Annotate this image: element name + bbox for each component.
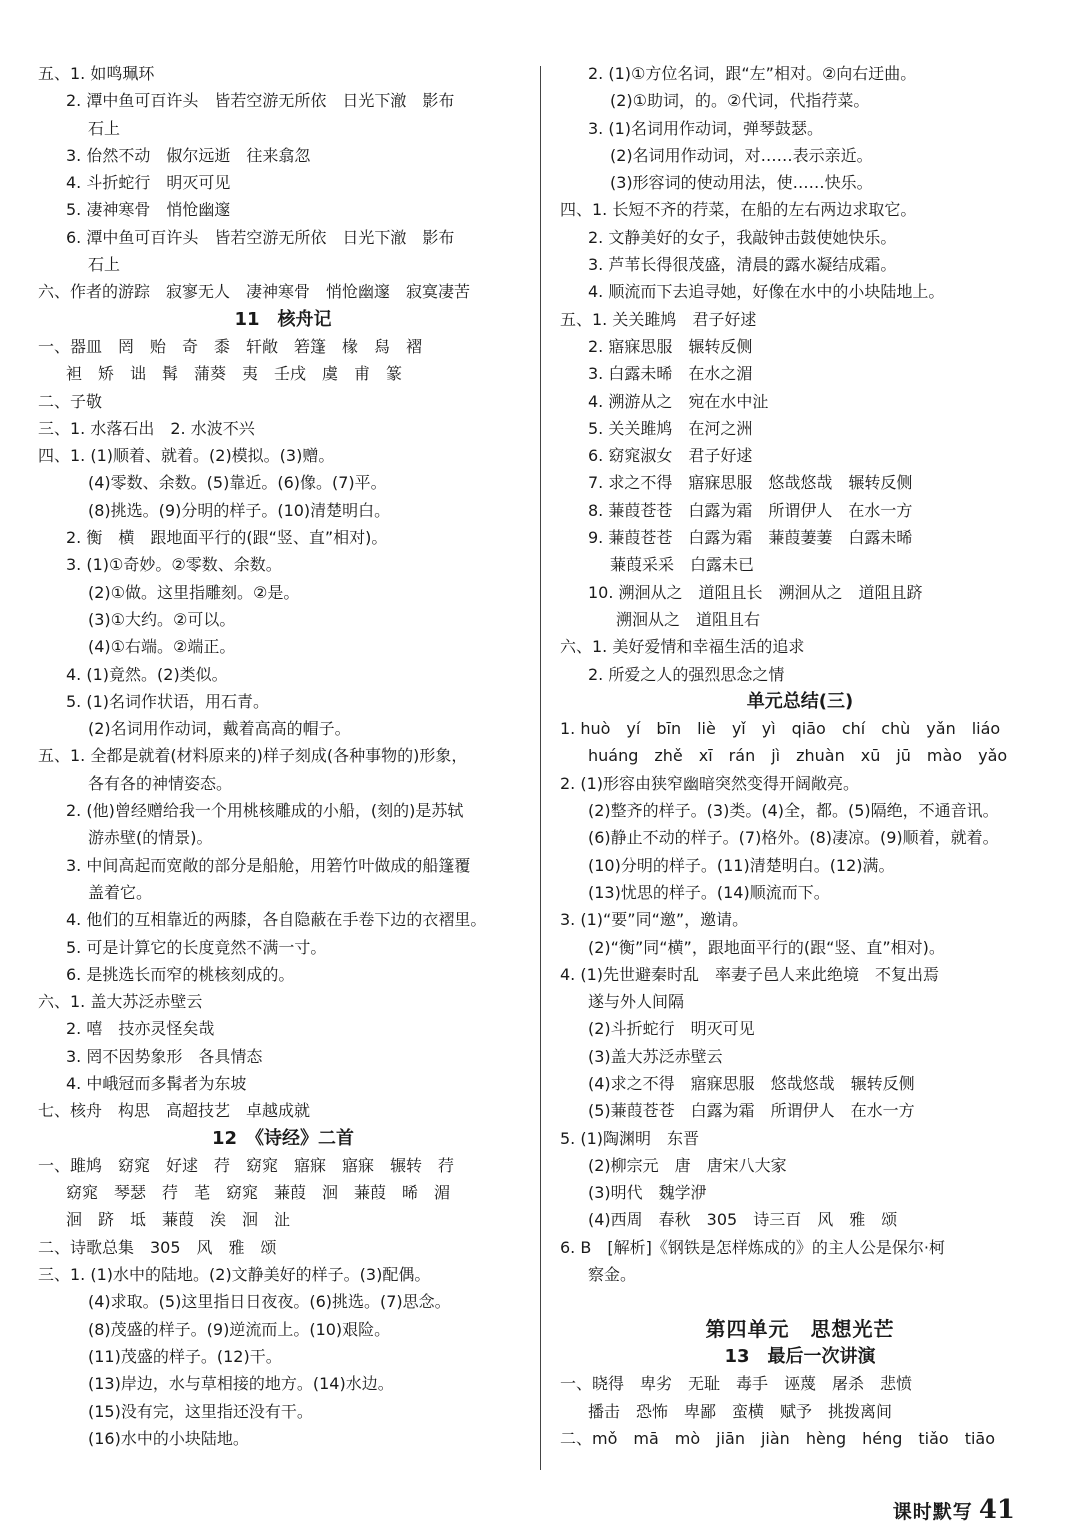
answer-line: (13)岸边，水与草相接的地方。(14)水边。 (88, 1374, 394, 1394)
page-footer (893, 1494, 1015, 1526)
answer-line: 六、1. 美好爱情和幸福生活的追求 (560, 637, 805, 657)
section-title: 11 核舟记 (234, 308, 332, 330)
left-column (38, 60, 528, 1452)
answer-line: (2)名词用作动词，戴着高高的帽子。 (88, 719, 351, 739)
answer-line: (2)斗折蛇行 明灭可见 (588, 1019, 755, 1039)
answer-line: 2. 衡 横 跟地面平行的(跟“竖、直”相对)。 (66, 528, 388, 548)
answer-line: (8)茂盛的样子。(9)逆流而上。(10)艰险。 (88, 1319, 391, 1339)
answer-line: 8. 蒹葭苍苍 白露为霜 所谓伊人 在水一方 (588, 500, 913, 520)
answer-line: 9. 蒹葭苍苍 白露为霜 蒹葭萋萋 白露未晞 (588, 528, 913, 548)
answer-line: (2)柳宗元 唐 唐宋八大家 (588, 1155, 787, 1175)
answer-line: 5. (1)名词作状语，用石青。 (66, 691, 270, 711)
answer-line: 2. 文静美好的女子，我敲钟击鼓使她快乐。 (588, 227, 897, 247)
answer-line: (10)分明的样子。(11)清楚明白。(12)满。 (588, 855, 895, 875)
answer-line: 2. 嘻 技亦灵怪矣哉 (66, 1019, 215, 1039)
answer-line: 石上 (88, 118, 121, 138)
answer-line: 2. 所爱之人的强烈思念之情 (588, 664, 785, 684)
answer-line: 3. (1)“要”同“邀”，邀请。 (560, 910, 749, 930)
answer-line: 3. 佁然不动 俶尔远逝 往来翕忽 (66, 145, 311, 165)
answer-line: (15)没有完，这里指还没有干。 (88, 1401, 313, 1421)
answer-line: 二、诗歌总集 305 风 雅 颂 (38, 1237, 277, 1257)
right-column (560, 60, 1040, 1452)
answer-line: 10. 溯洄从之 道阻且长 溯洄从之 道阻且跻 (588, 582, 923, 602)
answer-line: 五、1. 如鸣珮环 (38, 64, 155, 83)
answer-line: 各有各的神情姿态。 (88, 773, 233, 793)
answer-line: 3. 中间高起而宽敞的部分是船舱，用箬竹叶做成的船篷覆 (66, 855, 471, 875)
unit-title: 第四单元 思想光芒 (705, 1316, 895, 1341)
answer-line: 3. 芦苇长得很茂盛，清晨的露水凝结成霜。 (588, 255, 897, 275)
answer-line: 六、作者的游踪 寂寥无人 凄神寒骨 悄怆幽邃 寂寞凄苦 (38, 282, 471, 302)
answer-line: 6. 窈窕淑女 君子好逑 (588, 446, 753, 466)
answer-line: 3. 罔不因势象形 各具情态 (66, 1046, 263, 1066)
answer-line: 4. 斗折蛇行 明灭可见 (66, 173, 231, 193)
answer-line: 袒 矫 诎 髯 蒲葵 夷 壬戌 虞 甫 篆 (66, 364, 403, 384)
answer-line: (13)忧思的样子。(14)顺流而下。 (588, 882, 830, 902)
answer-line: 5. (1)陶渊明 东晋 (560, 1128, 700, 1148)
answer-line: 一、晓得 卑劣 无耻 毒手 诬蔑 屠杀 悲愤 (560, 1374, 913, 1394)
answer-line: 4. (1)竟然。(2)类似。 (66, 664, 228, 684)
answer-line: (3)①大约。②可以。 (88, 609, 236, 629)
answer-line: 五、1. 关关雎鸠 君子好逑 (560, 309, 757, 329)
section-title: 12 《诗经》二首 (211, 1127, 355, 1149)
answer-line: 四、1. (1)顺着、就着。(2)模拟。(3)赠。 (38, 446, 335, 466)
answer-line: 洄 跻 坻 蒹葭 涘 洄 沚 (66, 1210, 291, 1230)
answer-line: 蒹葭采采 白露未已 (610, 555, 755, 575)
answer-line: 五、1. 全都是就着(材料原来的)样子刻成(各种事物的)形象， (38, 746, 468, 766)
answer-line: 4. 中峨冠而多髯者为东坡 (66, 1073, 247, 1093)
answer-line: 5. 关关雎鸠 在河之洲 (588, 418, 753, 438)
answer-line: 6. 潭中鱼可百许头 皆若空游无所依 日光下澈 影布 (66, 227, 455, 247)
answer-line: (4)①右端。②端正。 (88, 637, 236, 657)
answer-line: 6. 是挑选长而窄的桃核刻成的。 (66, 964, 295, 984)
answer-line: huáng zhě xī rán jì zhuàn xū jū mào yǎo (588, 746, 1008, 766)
answer-line: 六、1. 盖大苏泛赤壁云 (38, 992, 203, 1012)
answer-line (560, 1288, 1040, 1315)
answer-line: 盖着它。 (88, 882, 153, 902)
answer-line: 4. 顺流而下去追寻她，好像在水中的小块陆地上。 (588, 282, 945, 302)
answer-line: 石上 (88, 255, 121, 275)
answer-line: 二、子敬 (38, 391, 103, 411)
answer-line: 1. huò yí bīn liè yǐ yì qiāo chí chù yǎn liáo (560, 719, 1001, 739)
answer-line: 遂与外人间隔 (588, 992, 685, 1012)
answer-line: 2. 潭中鱼可百许头 皆若空游无所依 日光下澈 影布 (66, 91, 455, 111)
answer-line: (4)零数、余数。(5)靠近。(6)像。(7)平。 (88, 473, 387, 493)
section-title: 单元总结(三) (746, 690, 854, 712)
answer-line: (11)茂盛的样子。(12)干。 (88, 1346, 282, 1366)
answer-line: 4. (1)先世避秦时乱 率妻子邑人来此绝境 不复出焉 (560, 964, 940, 984)
answer-line: (16)水中的小块陆地。 (88, 1428, 249, 1448)
answer-line: 察金。 (588, 1265, 637, 1285)
answer-line: 一、雎鸠 窈窕 好逑 荇 窈窕 寤寐 寤寐 辗转 荇 (38, 1155, 455, 1175)
answer-line: 4. 溯游从之 宛在水中沚 (588, 391, 769, 411)
answer-line: (3)盖大苏泛赤壁云 (588, 1046, 723, 1066)
section-title: 13 最后一次讲演 (724, 1345, 876, 1367)
answer-line: 2. (1)形容由狭窄幽暗突然变得开阔敞亮。 (560, 773, 860, 793)
answer-line: 3. (1)名词用作动词，弹琴鼓瑟。 (588, 118, 824, 138)
answer-line: (2)①做。这里指雕刻。②是。 (88, 582, 300, 602)
answer-line: 溯洄从之 道阻且右 (616, 609, 761, 629)
page-number: 41 (978, 1495, 1015, 1525)
answer-line: (6)静止不动的样子。(7)格外。(8)凄凉。(9)顺着，就着。 (588, 828, 999, 848)
answer-line: 7. 求之不得 寤寐思服 悠哉悠哉 辗转反侧 (588, 473, 913, 493)
answer-line: (2)整齐的样子。(3)类。(4)全，都。(5)隔绝，不通音讯。 (588, 801, 999, 821)
answer-line: 2. (1)①方位名词，跟“左”相对。②向右迂曲。 (588, 64, 917, 83)
footer-label: 课时默写 (892, 1500, 973, 1523)
answer-line: 三、1. (1)水中的陆地。(2)文静美好的样子。(3)配偶。 (38, 1265, 431, 1285)
answer-line: (4)求之不得 寤寐思服 悠哉悠哉 辗转反侧 (588, 1073, 915, 1093)
answer-line: (2)①助词，的。②代词，代指荇菜。 (610, 91, 870, 111)
answer-line: 2. 寤寐思服 辗转反侧 (588, 336, 753, 356)
answer-line: 窈窕 琴瑟 荇 芼 窈窕 蒹葭 洄 蒹葭 晞 湄 (66, 1183, 451, 1203)
answer-line: 播击 恐怖 卑鄙 蛮横 赋予 挑拨离间 (588, 1401, 893, 1421)
answer-line: 3. (1)①奇妙。②零数、余数。 (66, 555, 282, 575)
answer-line: (2)“衡”同“横”，跟地面平行的(跟“竖、直”相对)。 (588, 937, 945, 957)
answer-line: 5. 可是计算它的长度竟然不满一寸。 (66, 937, 327, 957)
answer-line: (4)求取。(5)这里指日日夜夜。(6)挑选。(7)思念。 (88, 1292, 451, 1312)
answer-line: 6. B [解析]《钢铁是怎样炼成的》的主人公是保尔·柯 (560, 1237, 945, 1257)
column-divider (540, 66, 541, 1470)
answer-line: (2)名词用作动词，对……表示亲近。 (610, 145, 873, 165)
answer-line: 二、mǒ mā mò jiān jiàn hèng héng tiǎo tiāo (560, 1428, 996, 1448)
answer-line: 七、核舟 构思 高超技艺 卓越成就 (38, 1101, 311, 1121)
answer-line: 2. (他)曾经赠给我一个用桃核雕成的小船，(刻的)是苏轼 (66, 801, 464, 821)
answer-line: (4)西周 春秋 305 诗三百 风 雅 颂 (588, 1210, 898, 1230)
answer-line: (8)挑选。(9)分明的样子。(10)清楚明白。 (88, 500, 391, 520)
answer-line: 四、1. 长短不齐的荇菜，在船的左右两边求取它。 (560, 200, 917, 220)
answer-line: 4. 他们的互相靠近的两膝，各自隐蔽在手卷下边的衣褶里。 (66, 910, 487, 930)
answer-line: 3. 白露未晞 在水之湄 (588, 364, 753, 384)
answer-line: 5. 凄神寒骨 悄怆幽邃 (66, 200, 231, 220)
answer-line: (3)形容词的使动用法，使……快乐。 (610, 173, 873, 193)
answer-line: 三、1. 水落石出 2. 水波不兴 (38, 418, 255, 438)
answer-line: (3)明代 魏学洢 (588, 1183, 707, 1203)
answer-line: 游赤壁(的情景)。 (88, 828, 213, 848)
answer-line: (5)蒹葭苍苍 白露为霜 所谓伊人 在水一方 (588, 1101, 915, 1121)
answer-line: 一、器皿 罔 贻 奇 黍 轩敞 箬篷 椽 舄 褶 (38, 336, 423, 356)
